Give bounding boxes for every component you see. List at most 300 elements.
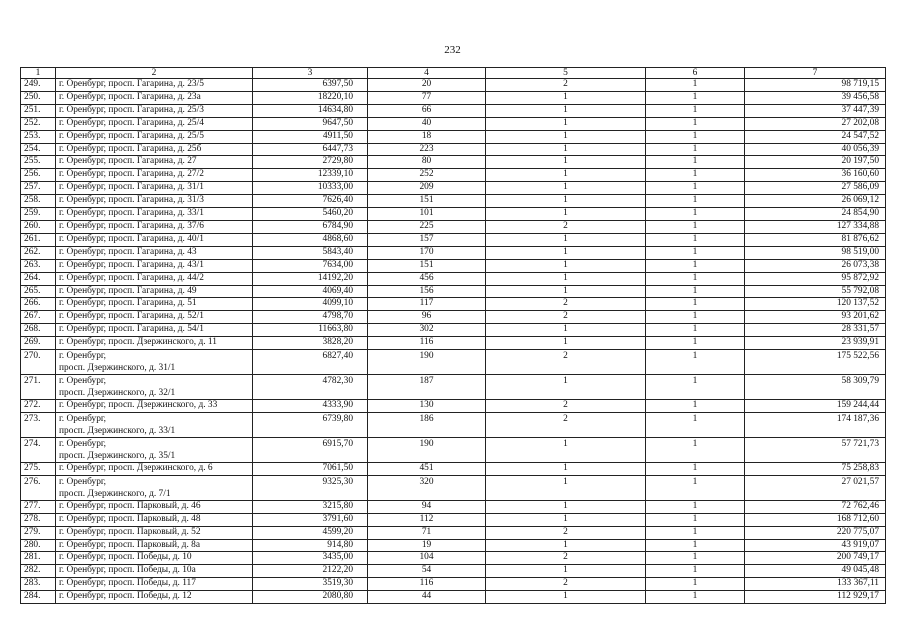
total-cell: 95 872,92 <box>745 272 886 285</box>
column-header: 5 <box>486 68 646 79</box>
address-line: г. Оренбург, просп. Гагарина, д. 52/1 <box>59 311 204 322</box>
total-cell: 220 775,07 <box>745 526 886 539</box>
table-row <box>21 526 886 539</box>
address-line: г. Оренбург, просп. Гагарина, д. 43 <box>59 246 197 257</box>
column-6-cell: 1 <box>646 552 745 565</box>
count-cell: 80 <box>368 156 486 169</box>
total-cell: 133 367,11 <box>745 578 886 591</box>
count-cell: 190 <box>368 350 486 375</box>
count-cell: 117 <box>368 298 486 311</box>
address-line: г. Оренбург, просп. Гагарина, д. 43/1 <box>59 259 204 270</box>
address-line: просп. Дзержинского, д. 7/1 <box>59 488 171 499</box>
column-5-cell: 1 <box>486 246 646 259</box>
column-6-cell: 1 <box>646 91 745 104</box>
address-line: г. Оренбург, <box>59 476 107 487</box>
count-cell: 77 <box>368 91 486 104</box>
column-header: 6 <box>646 68 745 79</box>
table-row <box>21 130 886 143</box>
address-line: г. Оренбург, просп. Гагарина, д. 33/1 <box>59 208 204 219</box>
row-number-cell: 251. <box>21 104 56 117</box>
column-5-cell: 1 <box>486 169 646 182</box>
table-row <box>21 513 886 526</box>
table-row <box>21 412 886 437</box>
address-cell <box>56 143 253 156</box>
area-cell: 4798,70 <box>253 311 368 324</box>
total-cell: 58 309,79 <box>745 375 886 400</box>
column-6-cell: 1 <box>646 311 745 324</box>
table-row <box>21 578 886 591</box>
area-cell: 9325,30 <box>253 475 368 500</box>
count-cell: 101 <box>368 208 486 221</box>
address-line: г. Оренбург, просп. Парковый, д. 46 <box>59 500 201 511</box>
address-cell <box>56 400 253 413</box>
total-cell: 120 137,52 <box>745 298 886 311</box>
count-cell: 320 <box>368 475 486 500</box>
column-5-cell: 2 <box>486 400 646 413</box>
count-cell: 130 <box>368 400 486 413</box>
address-cell <box>56 246 253 259</box>
column-5-cell: 1 <box>486 539 646 552</box>
count-cell: 71 <box>368 526 486 539</box>
address-cell <box>56 437 253 462</box>
count-cell: 156 <box>368 285 486 298</box>
table-row <box>21 539 886 552</box>
column-5-cell: 1 <box>486 195 646 208</box>
area-cell: 10333,00 <box>253 182 368 195</box>
total-cell: 55 792,08 <box>745 285 886 298</box>
row-number-cell: 264. <box>21 272 56 285</box>
address-line: г. Оренбург, <box>59 413 107 424</box>
address-cell <box>56 220 253 233</box>
address-line: г. Оренбург, просп. Гагарина, д. 51 <box>59 298 197 309</box>
column-6-cell: 1 <box>646 591 745 604</box>
row-number-cell: 272. <box>21 400 56 413</box>
address-line: г. Оренбург, просп. Гагарина, д. 27/2 <box>59 169 204 180</box>
total-cell: 81 876,62 <box>745 233 886 246</box>
data-table <box>20 67 886 604</box>
count-cell: 151 <box>368 195 486 208</box>
row-number-cell: 260. <box>21 220 56 233</box>
table-row <box>21 298 886 311</box>
count-cell: 18 <box>368 130 486 143</box>
address-cell <box>56 500 253 513</box>
count-cell: 252 <box>368 169 486 182</box>
address-line: г. Оренбург, <box>59 351 107 362</box>
column-6-cell: 1 <box>646 437 745 462</box>
address-cell <box>56 578 253 591</box>
address-line: г. Оренбург, просп. Гагарина, д. 31/1 <box>59 182 204 193</box>
total-cell: 174 187,36 <box>745 412 886 437</box>
address-cell <box>56 412 253 437</box>
address-line: г. Оренбург, просп. Гагарина, д. 23/5 <box>59 79 204 89</box>
column-6-cell: 1 <box>646 513 745 526</box>
row-number-cell: 269. <box>21 337 56 350</box>
count-cell: 112 <box>368 513 486 526</box>
count-cell: 96 <box>368 311 486 324</box>
total-cell: 200 749,17 <box>745 552 886 565</box>
address-cell <box>56 475 253 500</box>
address-cell <box>56 311 253 324</box>
total-cell: 112 929,17 <box>745 591 886 604</box>
column-5-cell: 1 <box>486 259 646 272</box>
row-number-cell: 274. <box>21 437 56 462</box>
total-cell: 57 721,73 <box>745 437 886 462</box>
column-5-cell: 1 <box>486 117 646 130</box>
table-row <box>21 272 886 285</box>
address-cell <box>56 169 253 182</box>
address-line: г. Оренбург, просп. Парковый, д. 52 <box>59 526 201 537</box>
row-number-cell: 266. <box>21 298 56 311</box>
address-cell <box>56 117 253 130</box>
table-row <box>21 591 886 604</box>
address-cell <box>56 208 253 221</box>
address-line: г. Оренбург, просп. Гагарина, д. 25/4 <box>59 117 204 128</box>
column-6-cell: 1 <box>646 117 745 130</box>
count-cell: 157 <box>368 233 486 246</box>
column-6-cell: 1 <box>646 462 745 475</box>
table-row <box>21 246 886 259</box>
column-5-cell: 1 <box>486 91 646 104</box>
address-cell <box>56 591 253 604</box>
count-cell: 66 <box>368 104 486 117</box>
column-6-cell: 1 <box>646 246 745 259</box>
column-5-cell: 1 <box>486 104 646 117</box>
address-cell <box>56 513 253 526</box>
area-cell: 4599,20 <box>253 526 368 539</box>
address-line: г. Оренбург, просп. Победы, д. 10а <box>59 565 196 576</box>
area-cell: 5460,20 <box>253 208 368 221</box>
table-row <box>21 565 886 578</box>
address-cell <box>56 298 253 311</box>
address-line: г. Оренбург, просп. Гагарина, д. 27 <box>59 156 197 167</box>
column-6-cell: 1 <box>646 475 745 500</box>
row-number-cell: 258. <box>21 195 56 208</box>
table-row <box>21 104 886 117</box>
column-5-cell: 1 <box>486 437 646 462</box>
table-row <box>21 143 886 156</box>
address-cell <box>56 195 253 208</box>
area-cell: 14634,80 <box>253 104 368 117</box>
address-cell <box>56 130 253 143</box>
area-cell: 6915,70 <box>253 437 368 462</box>
address-line: г. Оренбург, просп. Гагарина, д. 25б <box>59 143 202 154</box>
total-cell: 28 331,57 <box>745 324 886 337</box>
area-cell: 4333,90 <box>253 400 368 413</box>
column-6-cell: 1 <box>646 400 745 413</box>
column-5-cell: 2 <box>486 298 646 311</box>
column-5-cell: 1 <box>486 285 646 298</box>
address-cell <box>56 324 253 337</box>
address-line: г. Оренбург, просп. Парковый, д. 8а <box>59 539 200 550</box>
address-cell <box>56 259 253 272</box>
area-cell: 4099,10 <box>253 298 368 311</box>
row-number-cell: 254. <box>21 143 56 156</box>
column-6-cell: 1 <box>646 539 745 552</box>
area-cell: 14192,20 <box>253 272 368 285</box>
total-cell: 72 762,46 <box>745 500 886 513</box>
column-6-cell: 1 <box>646 143 745 156</box>
row-number-cell: 283. <box>21 578 56 591</box>
column-6-cell: 1 <box>646 79 745 92</box>
column-6-cell: 1 <box>646 104 745 117</box>
column-6-cell: 1 <box>646 375 745 400</box>
column-6-cell: 1 <box>646 208 745 221</box>
table-row <box>21 208 886 221</box>
table-row <box>21 259 886 272</box>
row-number-cell: 270. <box>21 350 56 375</box>
area-cell: 4911,50 <box>253 130 368 143</box>
count-cell: 20 <box>368 79 486 92</box>
row-number-cell: 278. <box>21 513 56 526</box>
column-6-cell: 1 <box>646 412 745 437</box>
address-cell <box>56 156 253 169</box>
total-cell: 75 258,83 <box>745 462 886 475</box>
address-line: г. Оренбург, просп. Гагарина, д. 40/1 <box>59 233 204 244</box>
total-cell: 27 202,08 <box>745 117 886 130</box>
count-cell: 54 <box>368 565 486 578</box>
column-6-cell: 1 <box>646 272 745 285</box>
address-line: г. Оренбург, просп. Гагарина, д. 31/3 <box>59 195 204 206</box>
row-number-cell: 284. <box>21 591 56 604</box>
row-number-cell: 265. <box>21 285 56 298</box>
area-cell: 914,80 <box>253 539 368 552</box>
table-row <box>21 285 886 298</box>
column-6-cell: 1 <box>646 565 745 578</box>
column-5-cell: 2 <box>486 526 646 539</box>
address-cell <box>56 233 253 246</box>
address-line: г. Оренбург, просп. Победы, д. 117 <box>59 578 196 589</box>
area-cell: 7626,40 <box>253 195 368 208</box>
column-5-cell: 2 <box>486 578 646 591</box>
column-5-cell: 2 <box>486 350 646 375</box>
address-line: г. Оренбург, просп. Победы, д. 10 <box>59 552 192 563</box>
column-5-cell: 1 <box>486 475 646 500</box>
area-cell: 3828,20 <box>253 337 368 350</box>
table-row <box>21 311 886 324</box>
total-cell: 93 201,62 <box>745 311 886 324</box>
count-cell: 187 <box>368 375 486 400</box>
address-line: г. Оренбург, просп. Гагарина, д. 37/6 <box>59 220 204 231</box>
address-line: г. Оренбург, просп. Гагарина, д. 25/5 <box>59 130 204 141</box>
table-row <box>21 182 886 195</box>
column-6-cell: 1 <box>646 578 745 591</box>
table-row <box>21 437 886 462</box>
table-row <box>21 117 886 130</box>
total-cell: 27 021,57 <box>745 475 886 500</box>
table-row <box>21 337 886 350</box>
column-6-cell: 1 <box>646 182 745 195</box>
total-cell: 26 069,12 <box>745 195 886 208</box>
count-cell: 40 <box>368 117 486 130</box>
area-cell: 6447,73 <box>253 143 368 156</box>
column-6-cell: 1 <box>646 156 745 169</box>
row-number-cell: 280. <box>21 539 56 552</box>
area-cell: 5843,40 <box>253 246 368 259</box>
column-6-cell: 1 <box>646 195 745 208</box>
address-cell <box>56 337 253 350</box>
column-5-cell: 1 <box>486 324 646 337</box>
column-6-cell: 1 <box>646 130 745 143</box>
address-line: просп. Дзержинского, д. 31/1 <box>59 363 176 374</box>
address-line: просп. Дзержинского, д. 33/1 <box>59 425 176 436</box>
column-5-cell: 1 <box>486 130 646 143</box>
column-6-cell: 1 <box>646 259 745 272</box>
row-number-cell: 253. <box>21 130 56 143</box>
count-cell: 302 <box>368 324 486 337</box>
column-6-cell: 1 <box>646 500 745 513</box>
count-cell: 116 <box>368 578 486 591</box>
address-cell <box>56 104 253 117</box>
table-row <box>21 350 886 375</box>
column-header: 3 <box>253 68 368 79</box>
total-cell: 40 056,39 <box>745 143 886 156</box>
column-5-cell: 1 <box>486 233 646 246</box>
area-cell: 2729,80 <box>253 156 368 169</box>
row-number-cell: 273. <box>21 412 56 437</box>
table-row <box>21 500 886 513</box>
table-row <box>21 475 886 500</box>
table-header-row <box>21 68 886 79</box>
table-row <box>21 195 886 208</box>
row-number-cell: 255. <box>21 156 56 169</box>
count-cell: 151 <box>368 259 486 272</box>
column-5-cell: 1 <box>486 375 646 400</box>
area-cell: 3519,30 <box>253 578 368 591</box>
column-6-cell: 1 <box>646 169 745 182</box>
address-cell <box>56 462 253 475</box>
column-5-cell: 1 <box>486 156 646 169</box>
total-cell: 175 522,56 <box>745 350 886 375</box>
table-row <box>21 375 886 400</box>
area-cell: 3215,80 <box>253 500 368 513</box>
row-number-cell: 259. <box>21 208 56 221</box>
row-number-cell: 279. <box>21 526 56 539</box>
address-cell <box>56 285 253 298</box>
table-row <box>21 169 886 182</box>
column-5-cell: 1 <box>486 337 646 350</box>
table-row <box>21 156 886 169</box>
count-cell: 104 <box>368 552 486 565</box>
address-line: г. Оренбург, <box>59 438 107 449</box>
row-number-cell: 250. <box>21 91 56 104</box>
address-line: г. Оренбург, просп. Гагарина, д. 25/3 <box>59 104 204 115</box>
area-cell: 3435,00 <box>253 552 368 565</box>
row-number-cell: 277. <box>21 500 56 513</box>
column-5-cell: 1 <box>486 591 646 604</box>
address-line: г. Оренбург, просп. Дзержинского, д. 33 <box>59 400 218 411</box>
address-line: г. Оренбург, просп. Гагарина, д. 44/2 <box>59 272 204 283</box>
address-line: г. Оренбург, просп. Дзержинского, д. 11 <box>59 337 217 348</box>
table-row <box>21 400 886 413</box>
column-5-cell: 2 <box>486 412 646 437</box>
column-6-cell: 1 <box>646 233 745 246</box>
column-header: 1 <box>21 68 56 79</box>
total-cell: 37 447,39 <box>745 104 886 117</box>
area-cell: 12339,10 <box>253 169 368 182</box>
column-5-cell: 1 <box>486 143 646 156</box>
count-cell: 223 <box>368 143 486 156</box>
total-cell: 36 160,60 <box>745 169 886 182</box>
column-5-cell: 1 <box>486 462 646 475</box>
table-row <box>21 220 886 233</box>
address-line: г. Оренбург, просп. Дзержинского, д. 6 <box>59 462 213 473</box>
address-cell <box>56 539 253 552</box>
address-cell <box>56 552 253 565</box>
area-cell: 6397,50 <box>253 79 368 92</box>
address-cell <box>56 79 253 92</box>
column-5-cell: 2 <box>486 79 646 92</box>
row-number-cell: 261. <box>21 233 56 246</box>
row-number-cell: 267. <box>21 311 56 324</box>
total-cell: 49 045,48 <box>745 565 886 578</box>
address-line: г. Оренбург, просп. Гагарина, д. 23а <box>59 91 201 102</box>
column-6-cell: 1 <box>646 337 745 350</box>
count-cell: 456 <box>368 272 486 285</box>
table-row <box>21 462 886 475</box>
area-cell: 6739,80 <box>253 412 368 437</box>
total-cell: 159 244,44 <box>745 400 886 413</box>
area-cell: 7634,00 <box>253 259 368 272</box>
area-cell: 4868,60 <box>253 233 368 246</box>
address-line: просп. Дзержинского, д. 32/1 <box>59 388 176 399</box>
area-cell: 6827,40 <box>253 350 368 375</box>
count-cell: 19 <box>368 539 486 552</box>
address-cell <box>56 91 253 104</box>
column-6-cell: 1 <box>646 220 745 233</box>
area-cell: 18220,10 <box>253 91 368 104</box>
address-line: г. Оренбург, просп. Гагарина, д. 54/1 <box>59 324 204 335</box>
address-cell <box>56 375 253 400</box>
column-5-cell: 2 <box>486 220 646 233</box>
column-6-cell: 1 <box>646 324 745 337</box>
total-cell: 98 519,00 <box>745 246 886 259</box>
column-5-cell: 1 <box>486 500 646 513</box>
page-number: 232 <box>444 44 461 56</box>
count-cell: 116 <box>368 337 486 350</box>
area-cell: 11663,80 <box>253 324 368 337</box>
column-6-cell: 1 <box>646 298 745 311</box>
column-5-cell: 1 <box>486 208 646 221</box>
table-row <box>21 552 886 565</box>
total-cell: 127 334,88 <box>745 220 886 233</box>
table-row <box>21 91 886 104</box>
count-cell: 94 <box>368 500 486 513</box>
table-row <box>21 79 886 92</box>
area-cell: 7061,50 <box>253 462 368 475</box>
total-cell: 26 073,38 <box>745 259 886 272</box>
row-number-cell: 276. <box>21 475 56 500</box>
address-cell <box>56 565 253 578</box>
count-cell: 44 <box>368 591 486 604</box>
row-number-cell: 271. <box>21 375 56 400</box>
address-cell <box>56 350 253 375</box>
address-cell <box>56 526 253 539</box>
row-number-cell: 256. <box>21 169 56 182</box>
row-number-cell: 282. <box>21 565 56 578</box>
column-5-cell: 2 <box>486 552 646 565</box>
column-header: 7 <box>745 68 886 79</box>
total-cell: 43 919,07 <box>745 539 886 552</box>
column-5-cell: 2 <box>486 311 646 324</box>
row-number-cell: 262. <box>21 246 56 259</box>
column-6-cell: 1 <box>646 285 745 298</box>
address-cell <box>56 182 253 195</box>
row-number-cell: 275. <box>21 462 56 475</box>
column-6-cell: 1 <box>646 350 745 375</box>
area-cell: 2122,20 <box>253 565 368 578</box>
address-line: г. Оренбург, просп. Гагарина, д. 49 <box>59 285 197 296</box>
count-cell: 209 <box>368 182 486 195</box>
